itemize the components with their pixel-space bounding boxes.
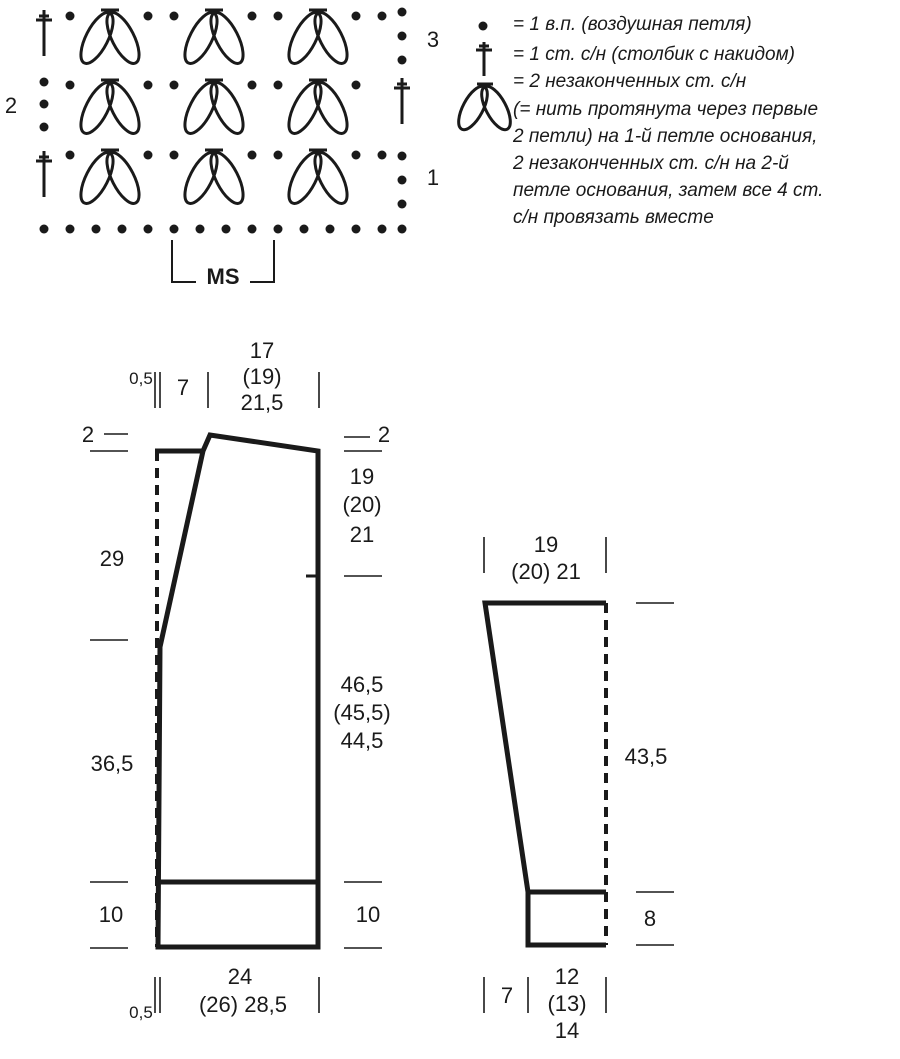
cluster-stitch	[178, 148, 249, 208]
front-outline	[155, 435, 318, 947]
cluster-stitch	[74, 8, 145, 68]
front-body-length-2: (45,5)	[333, 700, 391, 725]
cluster-stitch	[282, 78, 353, 138]
front-left-two: 2	[81, 422, 95, 447]
cluster-stitch	[282, 8, 353, 68]
sleeve-top-width-a: 19	[533, 532, 559, 557]
cluster-stitch	[282, 148, 353, 208]
sleeve-bottom-seven: 7	[500, 983, 514, 1008]
front-dimension-ticks	[90, 372, 382, 1013]
front-top-seven: 7	[176, 375, 190, 400]
legend-line-5: 2 петли) на 1-й петле основания,	[513, 126, 818, 147]
front-right-two: 2	[377, 422, 391, 447]
front-band-right: 10	[355, 902, 381, 927]
front-body-length-1: 46,5	[340, 672, 384, 697]
front-band-left: 10	[98, 902, 124, 927]
legend-line-1: = 1 в.п. (воздушная петля)	[513, 14, 752, 35]
front-top-width-1: 17	[249, 338, 275, 363]
cluster-stitch	[74, 148, 145, 208]
row-label-2: 2	[4, 93, 18, 118]
chain-symbol	[479, 22, 488, 31]
front-body-length-3: 44,5	[340, 728, 384, 753]
sleeve-length: 43,5	[624, 744, 668, 769]
front-panel	[82, 338, 391, 1022]
row-label-1: 1	[426, 165, 440, 190]
legend-line-7: петле основания, затем все 4 ст.	[513, 180, 824, 201]
front-top-width-3: 21,5	[240, 390, 284, 415]
front-bottom-width-b: (26) 28,5	[198, 992, 288, 1017]
sleeve-top-width-b: (20) 21	[511, 559, 581, 584]
front-armhole-2: (20)	[342, 492, 382, 517]
cluster-symbol	[453, 82, 516, 134]
ms-label: MS	[206, 264, 240, 289]
sleeve-bottom-width-3: 14	[554, 1018, 580, 1043]
sleeve-cuff: 8	[643, 906, 657, 931]
cluster-stitch	[178, 8, 249, 68]
front-bottom-width-a: 24	[227, 964, 253, 989]
sleeve-panel	[484, 532, 674, 1043]
front-top-width-2: (19)	[242, 364, 282, 389]
double-crochet-symbol	[476, 42, 492, 76]
legend-line-2: = 1 ст. с/н (столбик с накидом)	[513, 44, 795, 65]
cluster-stitch	[178, 78, 249, 138]
legend-line-8: с/н провязать вместе	[513, 207, 714, 228]
front-armhole-3: 21	[349, 522, 375, 547]
front-left-upper: 29	[99, 546, 125, 571]
legend-line-6: 2 незаконченных ст. с/н на 2-й	[513, 153, 789, 174]
front-bottom-small: 0,5	[129, 1003, 153, 1022]
row-label-3: 3	[426, 27, 440, 52]
cluster-stitches	[74, 8, 353, 208]
double-crochet-symbols	[36, 10, 410, 197]
sleeve-bottom-width-1: 12	[554, 964, 580, 989]
cluster-stitch	[74, 78, 145, 138]
front-top-left-small: 0,5	[129, 369, 153, 388]
legend	[453, 14, 824, 228]
front-armhole-1: 19	[349, 464, 375, 489]
sleeve-bottom-width-2: (13)	[547, 991, 587, 1016]
front-left-lower: 36,5	[90, 751, 134, 776]
legend-line-3: = 2 незаконченных ст. с/н	[513, 71, 747, 92]
legend-line-4: (= нить протянута через первые	[513, 99, 819, 120]
stitch-chart	[5, 8, 439, 290]
